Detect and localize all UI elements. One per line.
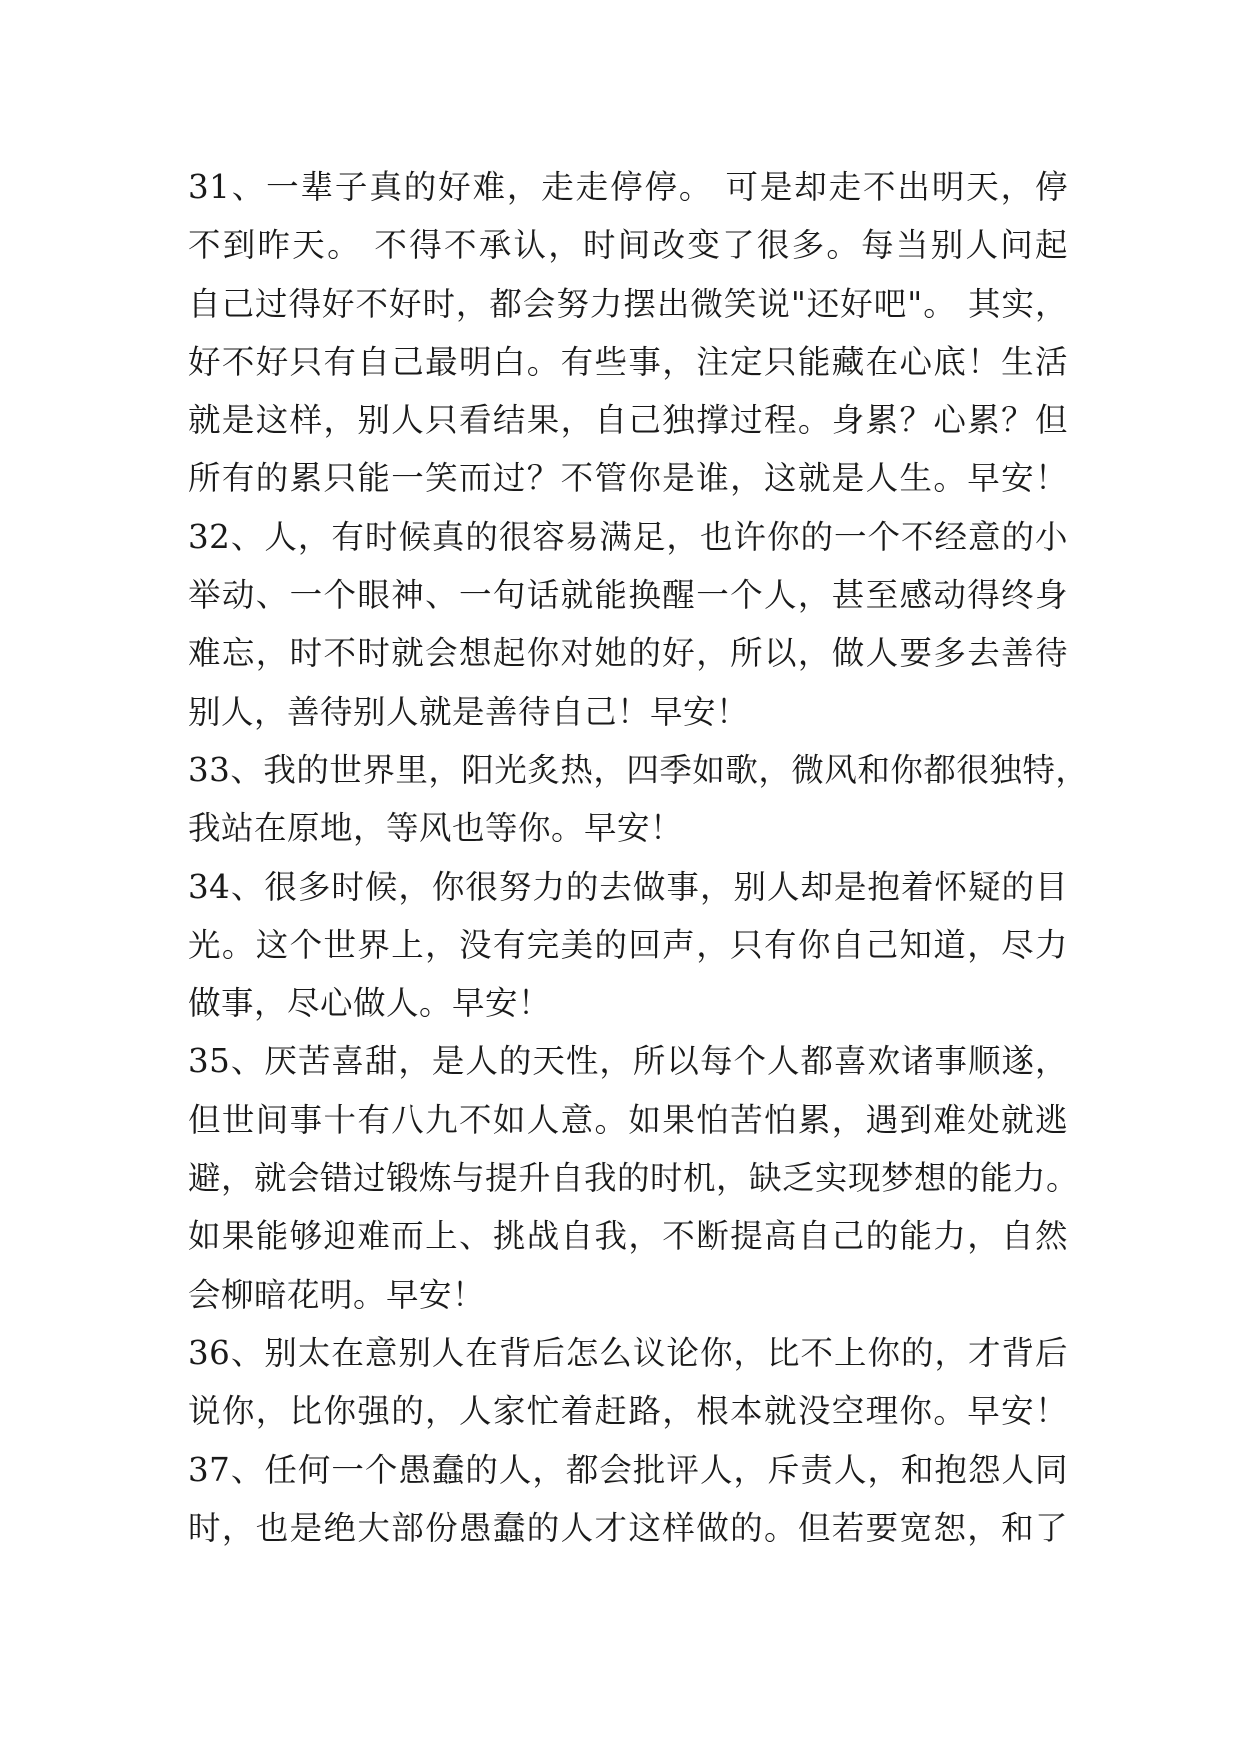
text-line: 别人，善待别人就是善待自己！早安！ bbox=[188, 692, 750, 731]
text-line: 自己过得好不好时，都会努力摆出微笑说"还好吧"。 其实， bbox=[188, 284, 1068, 323]
text-line: 说你，比你强的，人家忙着赶路，根本就没空理你。早安！ bbox=[188, 1392, 1068, 1431]
text-line: 光。这个世界上，没有完美的回声，只有你自己知道，尽力 bbox=[188, 925, 1068, 964]
text-line: 36、别太在意别人在背后怎么议论你，比不上你的，才背后 bbox=[188, 1333, 1068, 1372]
text-line: 37、任何一个愚蠢的人，都会批评人，斥责人，和抱怨人同 bbox=[188, 1450, 1068, 1489]
text-line: 我站在原地，等风也等你。早安！ bbox=[188, 809, 684, 848]
text-line: 难忘，时不时就会想起你对她的好，所以，做人要多去善待 bbox=[188, 634, 1068, 673]
paragraph-33 bbox=[188, 741, 1089, 858]
text-line: 时，也是绝大部份愚蠢的人才这样做的。但若要宽恕，和了 bbox=[188, 1508, 1068, 1547]
text-line: 所有的累只能一笑而过？不管你是谁，这就是人生。早安！ bbox=[188, 459, 1068, 498]
text-line: 举动、一个眼神、一句话就能换醒一个人，甚至感动得终身 bbox=[188, 576, 1068, 615]
text-line: 如果能够迎难而上、挑战自我，不断提高自己的能力，自然 bbox=[188, 1217, 1068, 1256]
paragraph-37 bbox=[188, 1441, 1068, 1558]
text-line: 33、我的世界里，阳光炙热，四季如歌，微风和你都很独特， bbox=[188, 750, 1089, 789]
paragraph-35 bbox=[188, 1032, 1080, 1323]
text-line: 32、人，有时候真的很容易满足，也许你的一个不经意的小 bbox=[188, 517, 1068, 556]
text-line: 不到昨天。 不得不承认，时间改变了很多。每当别人问起 bbox=[188, 226, 1068, 265]
text-line: 就是这样，别人只看结果，自己独撑过程。身累？心累？但 bbox=[188, 401, 1068, 440]
paragraph-34 bbox=[188, 858, 1068, 1033]
text-line: 做事，尽心做人。早安！ bbox=[188, 984, 552, 1023]
text-line: 34、很多时候，你很努力的去做事，别人却是抱着怀疑的目 bbox=[188, 867, 1068, 906]
text-line: 会柳暗花明。早安！ bbox=[188, 1275, 486, 1314]
paragraph-32 bbox=[188, 508, 1068, 741]
text-line: 避，就会错过锻炼与提升自我的时机，缺乏实现梦想的能力。 bbox=[188, 1159, 1080, 1198]
text-line: 31、一辈子真的好难，走走停停。 可是却走不出明天，停 bbox=[188, 168, 1068, 206]
text-line: 35、厌苦喜甜，是人的天性，所以每个人都喜欢诸事顺遂， bbox=[188, 1042, 1068, 1081]
paragraph-36 bbox=[188, 1324, 1068, 1441]
text-line: 但世间事十有八九不如人意。如果怕苦怕累，遇到难处就逃 bbox=[188, 1100, 1068, 1139]
paragraph-31 bbox=[188, 158, 1068, 508]
document-body bbox=[188, 158, 1089, 1557]
text-line: 好不好只有自己最明白。有些事，注定只能藏在心底！生活 bbox=[188, 342, 1068, 381]
